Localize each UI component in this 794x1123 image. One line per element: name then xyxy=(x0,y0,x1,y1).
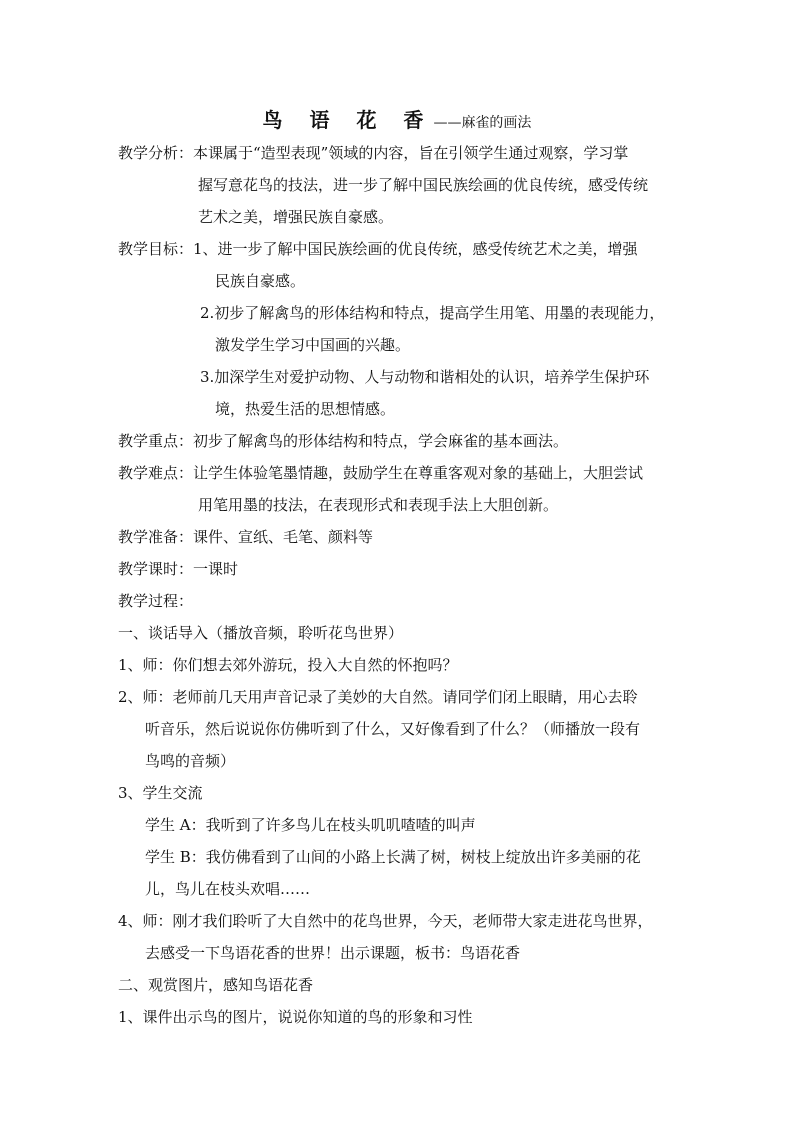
text-line: 4、师：刚才我们聆听了大自然中的花鸟世界，今天，老师带大家走进花鸟世界， xyxy=(118,912,653,930)
text-line: 激发学生学习中国画的兴趣。 xyxy=(215,336,411,354)
text-line: 握写意花鸟的技法，进一步了解中国民族绘画的优良传统，感受传统 xyxy=(198,176,649,194)
text-line: 一、谈话导入（播放音频，聆听花鸟世界） xyxy=(118,624,404,642)
text-line: 教学重点：初步了解禽鸟的形体结构和特点，学会麻雀的基本画法。 xyxy=(118,432,569,450)
text-line: 1、师：你们想去郊外游玩，投入大自然的怀抱吗？ xyxy=(118,656,458,674)
text-line: 用笔用墨的技法，在表现形式和表现手法上大胆创新。 xyxy=(198,496,559,514)
text-line: 学生 A：我听到了许多鸟儿在枝头叽叽喳喳的叫声 xyxy=(145,816,476,834)
document-title xyxy=(0,104,794,133)
text-line: 2、师：老师前几天用声音记录了美妙的大自然。请同学们闭上眼睛，用心去聆 xyxy=(118,688,638,706)
text-line: 教学分析：本课属于“造型表现”领域的内容，旨在引领学生通过观察，学习掌 xyxy=(118,144,629,162)
text-line: 儿，鸟儿在枝头欢唱…… xyxy=(145,880,311,898)
text-line: 教学过程： xyxy=(118,592,194,610)
text-line: 教学难点：让学生体验笔墨情趣，鼓励学生在尊重客观对象的基础上，大胆尝试 xyxy=(118,464,644,482)
title-main: 鸟 语 花 香 xyxy=(262,108,434,132)
text-line: 境，热爱生活的思想情感。 xyxy=(215,400,396,418)
text-line: 二、观赏图片，感知鸟语花香 xyxy=(118,976,314,994)
text-line: 教学目标：1、进一步了解中国民族绘画的优良传统，感受传统艺术之美，增强 xyxy=(118,240,638,258)
text-line: 民族自豪感。 xyxy=(215,272,306,290)
text-line: 2.初步了解禽鸟的形体结构和特点，提高学生用笔、用墨的表现能力， xyxy=(200,304,665,322)
text-line: 艺术之美，增强民族自豪感。 xyxy=(198,208,394,226)
text-line: 学生 B：我仿佛看到了山间的小路上长满了树，树枝上绽放出许多美丽的花 xyxy=(145,848,641,866)
text-line: 教学准备：课件、宣纸、毛笔、颜料等 xyxy=(118,528,374,546)
text-line: 1、课件出示鸟的图片，说说你知道的鸟的形象和习性 xyxy=(118,1008,473,1026)
text-line: 鸟鸣的音频） xyxy=(145,752,236,770)
title-subtitle: ——麻雀的画法 xyxy=(433,115,532,131)
text-line: 听音乐，然后说说你仿佛听到了什么，又好像看到了什么？（师播放一段有 xyxy=(145,720,641,738)
text-line: 去感受一下鸟语花香的世界！出示课题，板书：鸟语花香 xyxy=(145,944,521,962)
text-line: 3、学生交流 xyxy=(118,784,203,802)
text-line: 3.加深学生对爱护动物、人与动物和谐相处的认识，培养学生保护环 xyxy=(200,368,650,386)
text-line: 教学课时：一课时 xyxy=(118,560,239,578)
